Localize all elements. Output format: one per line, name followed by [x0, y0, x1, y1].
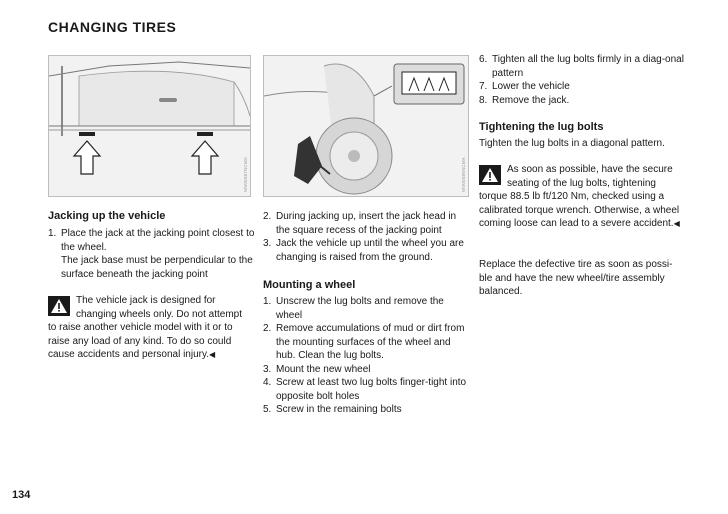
page-title: CHANGING TIRES	[48, 19, 177, 35]
jacking-steps-continued	[263, 210, 468, 264]
list-item: 3. Jack the vehicle up until the wheel you are changing is raised from the ground.	[263, 238, 464, 263]
jacking-heading: Jacking up the vehicle	[48, 210, 166, 222]
list-item: 3. Mount the new wheel	[263, 363, 371, 375]
list-item: 2. Remove accumulations of mud or dirt from the mounting surfaces of the wheel and hub. Clean the lug bolts.	[263, 323, 465, 361]
car-side-illustration	[49, 56, 250, 196]
list-item: 4. Screw at least two lug bolts finger-tight into opposite bolt holes	[263, 377, 467, 402]
warning-box: As soon as possible, have the secure seating of the lug bolts, tightening torque 88.5 lb ft/120 Nm, checked using a calibrated torque wrench. Otherwise, a wheel coming loose can lead to a severe accident.◀	[479, 164, 680, 229]
jack-illustration	[264, 56, 468, 196]
end-mark-icon: ◀	[209, 350, 216, 359]
warning-icon	[479, 165, 501, 185]
list-item: 5. Screw in the remaining bolts	[263, 404, 402, 415]
list-item: 1. Unscrew the lug bolts and remove the wheel	[263, 296, 444, 321]
list-item: 7. Lower the vehicle	[479, 81, 570, 92]
list-item: 1. Place the jack at the jacking point closest to the wheel. The jack base must be perpendicular to the surface beneath the jacking point	[48, 228, 255, 280]
figure-code: MV05587NCMA	[243, 157, 248, 192]
tightening-heading: Tightening the lug bolts	[479, 121, 604, 133]
mounting-heading: Mounting a wheel	[263, 279, 356, 291]
warning-icon	[48, 296, 70, 316]
tightening-steps	[479, 53, 685, 107]
closing-note: Replace the defective tire as soon as possi-ble and have the new wheel/tire assembly balanced.	[479, 259, 673, 297]
list-item: 6. Tighten all the lug bolts firmly in a diag-onal pattern	[479, 54, 684, 79]
mounting-steps	[263, 295, 468, 417]
jacking-steps	[48, 227, 256, 281]
figure-code: MV05586NCMA	[461, 157, 466, 192]
tightening-intro: Tighten the lug bolts in a diagonal pattern.	[479, 138, 665, 149]
jack-insertion-figure	[263, 55, 469, 197]
list-item: 2. During jacking up, insert the jack head in the square recess of the jacking point	[263, 211, 457, 236]
list-item: 8. Remove the jack.	[479, 94, 570, 106]
end-mark-icon: ◀	[673, 219, 680, 228]
warning-box: The vehicle jack is designed for changing wheels only. Do not attempt to raise another vehicle model with it or to raise any load of any kind. To do so could cause accidents and personal injury.◀	[48, 295, 243, 360]
jacking-points-figure	[48, 55, 251, 197]
page-number: 134	[12, 489, 31, 501]
